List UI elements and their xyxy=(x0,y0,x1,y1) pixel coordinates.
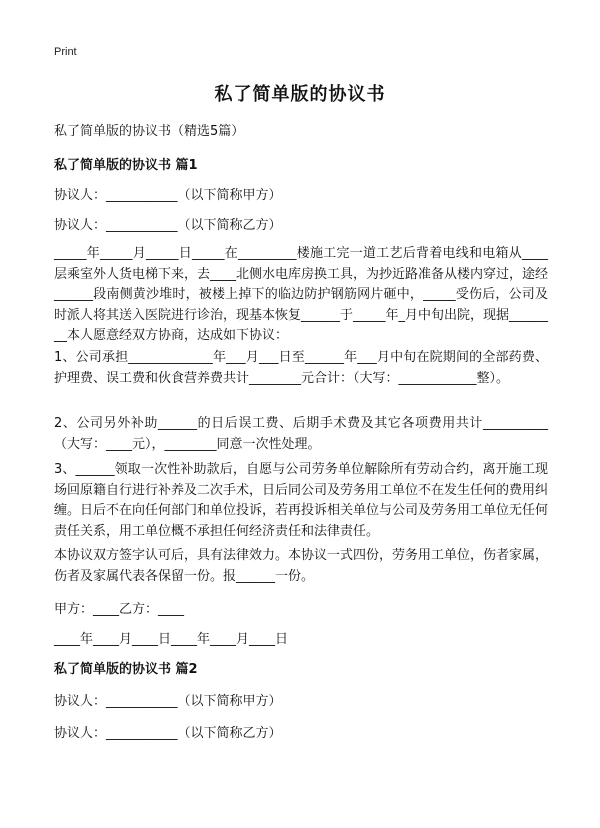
section-1-party-a-line: 协议人：___________（以下简称甲方） xyxy=(54,188,282,203)
section-2-party-b-line: 协议人：___________（以下简称乙方） xyxy=(54,726,282,741)
section-1-clause-3: 3、______领取一次性补助款后，自愿与公司劳务单位解除所有劳动合约，离开施工现场回原籍自行进行补养及二次手术，日后同公司及劳务用工单位不在发生任何的费用纠缠。日后不在向任何部门和单位投诉，若再投诉相关单位与公司及劳务用工单位无任何责任关系，用工单位概不承担任何经济责任和法律责任。 xyxy=(54,462,549,539)
document-subtitle: 私了简单版的协议书（精选5篇） xyxy=(54,124,245,139)
section-1-signatures: 甲方：____乙方：____ xyxy=(54,602,185,617)
section-1-date-line: ____年____月____日____年____月____日 xyxy=(54,632,289,647)
section-2-heading: 私了简单版的协议书 篇2 xyxy=(54,662,198,677)
section-1-heading: 私了简单版的协议书 篇1 xyxy=(54,158,198,173)
section-1-intro-paragraph: _____年_____月_____日_____在_________楼施工完一道工艺后背着电线和电箱从____层乘室外人货电梯下来，去____北侧水电库房换工具，为抄近路准备从楼内穿过，途经______段南侧黄沙堆时，被楼上掉下的临边防护钢筋网片砸中，_____受伤后，公司及时派人将其送入医院进行诊治，现基本恢复______于_____年_月中旬出院，现据________本人愿意经双方协商，达成如下协议： xyxy=(54,246,549,343)
document-title: 私了简单版的协议书 xyxy=(214,84,386,105)
section-1-party-b-line: 协议人：___________（以下简称乙方） xyxy=(54,218,282,233)
section-2-party-a-line: 协议人：___________（以下简称甲方） xyxy=(54,694,282,709)
section-1-clause-2: 2、公司另外补助______的日后误工费、后期手术费及其它各项费用共计__________（大写：____元），________同意一次性处理。 xyxy=(54,416,548,452)
section-1-clause-1: 1、公司承担_____________年___月___日至______年___月中旬在院期间的全部药费、护理费、误工费和伙食营养费共计________元合计：（大写：____________整）。 xyxy=(54,350,548,386)
print-link[interactable]: Print xyxy=(54,46,77,58)
section-1-validity-paragraph: 本协议双方签字认可后，具有法律效力。本协议一式四份，劳务用工单位，伤者家属，伤者及家属代表各保留一份。报______一份。 xyxy=(54,548,549,584)
